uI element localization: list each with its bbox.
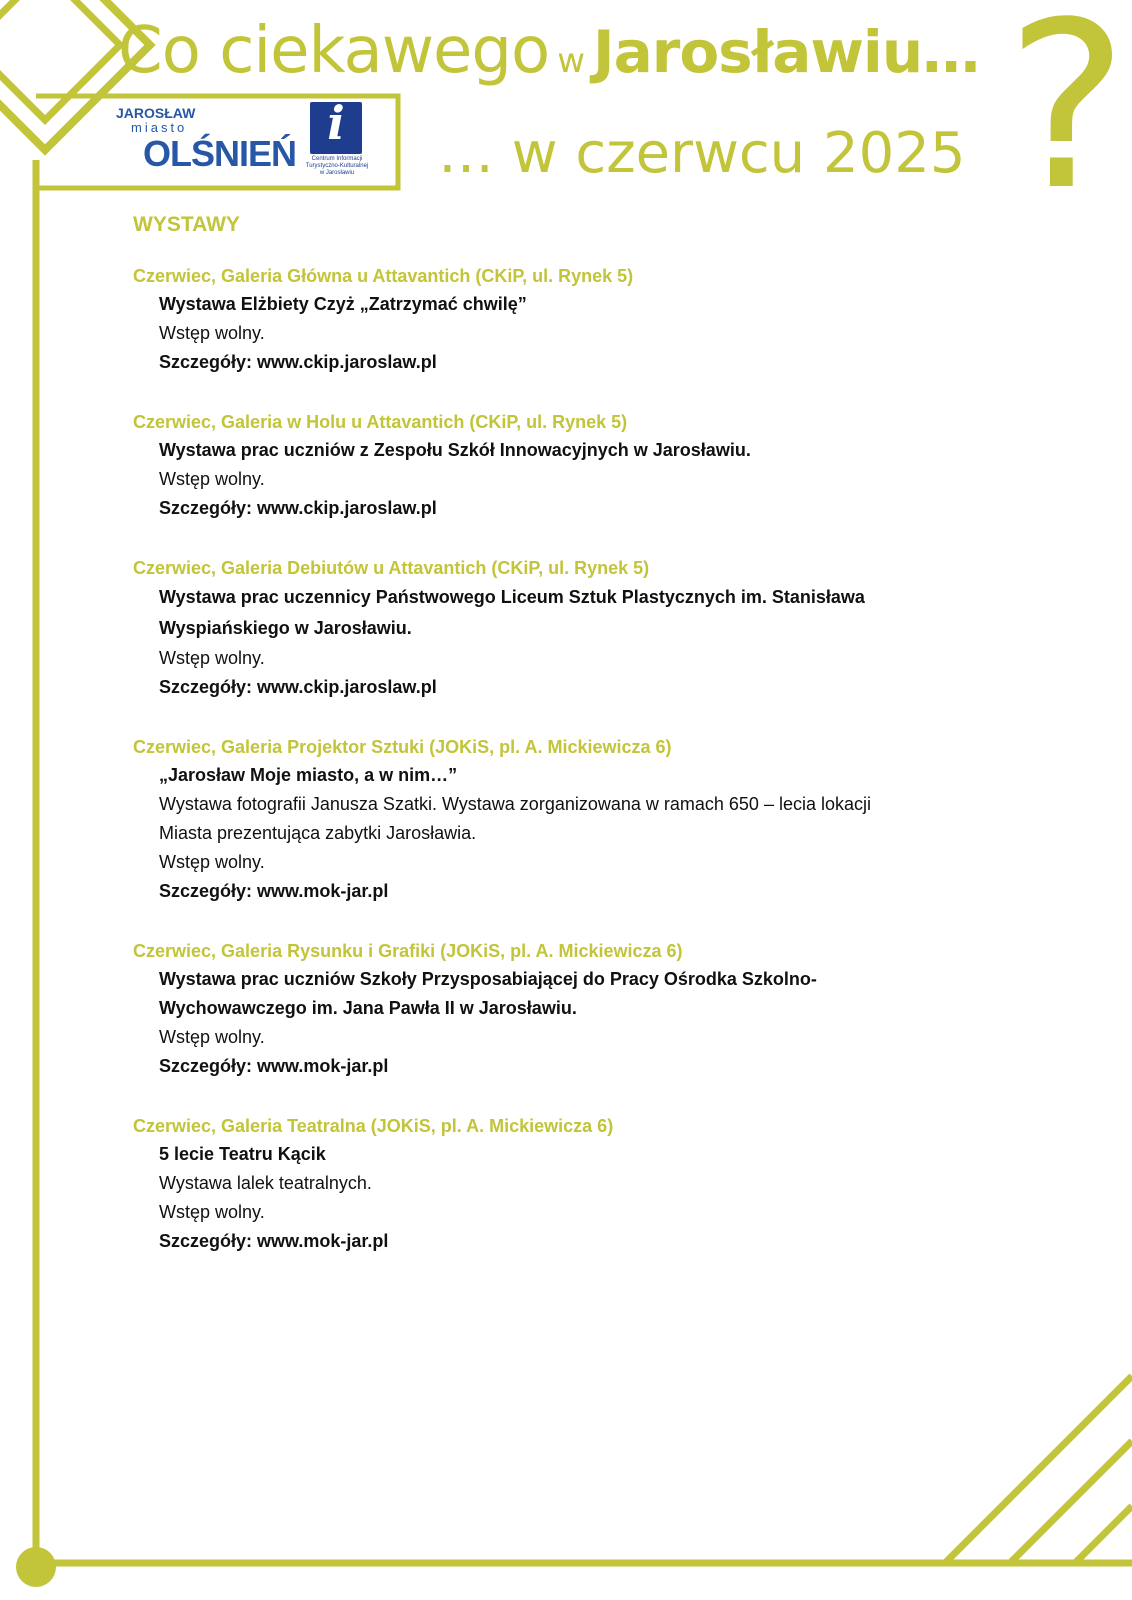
title-part-1: Co ciekawego [118, 14, 550, 88]
exhibition-entry [133, 408, 1033, 523]
entry-details-link[interactable]: Szczegóły: www.ckip.jaroslaw.pl [159, 352, 437, 372]
info-icon: i [327, 96, 345, 150]
exhibition-entry [133, 733, 1033, 906]
city-logo-line1: JAROSŁAW [116, 105, 196, 121]
decor-diagonal-3 [1075, 1506, 1132, 1563]
entry-line: Wystawa fotografii Janusza Szatki. Wystawa zorganizowana w ramach 650 – lecia lokacji [159, 794, 871, 814]
entry-line: Wystawa prac uczniów Szkoły Przysposabiającej do Pracy Ośrodka Szkolno- [159, 969, 817, 989]
question-mark-graphic: ? [1006, 0, 1129, 241]
exhibition-entry [133, 262, 1033, 377]
entry-heading: Czerwiec, Galeria Projektor Sztuki (JOKiS, pl. A. Mickiewicza 6) [133, 737, 672, 757]
entry-details-link[interactable]: Szczegóły: www.mok-jar.pl [159, 1056, 389, 1076]
entry-line: Wystawa Elżbiety Czyż „Zatrzymać chwilę” [159, 294, 527, 314]
entry-details-link[interactable]: Szczegóły: www.mok-jar.pl [159, 881, 389, 901]
info-center-logo [305, 96, 369, 176]
entry-body [133, 290, 1033, 377]
decor-diamond-inner [0, 0, 120, 120]
info-logo-caption: Centrum Informacji Turystyczno-Kulturalnej w Jarosławiu [305, 156, 369, 176]
entry-line: Wstęp wolny. [159, 323, 265, 343]
entry-heading: Czerwiec, Galeria Debiutów u Attavantich (CKiP, ul. Rynek 5) [133, 558, 650, 578]
entry-heading: Czerwiec, Galeria Teatralna (JOKiS, pl. A. Mickiewicza 6) [133, 1116, 614, 1136]
city-logo-line3: OLŚNIEŃ [143, 133, 297, 174]
entry-line: Wstęp wolny. [159, 469, 265, 489]
entry-line: Wstęp wolny. [159, 1202, 265, 1222]
entry-line: Wyspiańskiego w Jarosławiu. [159, 618, 412, 638]
entry-line: Wystawa prac uczniów z Zespołu Szkół Innowacyjnych w Jarosławiu. [159, 440, 751, 460]
page-subtitle: … w czerwcu 2025 [438, 121, 966, 186]
entry-line: Wstęp wolny. [159, 1027, 265, 1047]
city-logo [113, 105, 297, 177]
entry-details-link[interactable]: Szczegóły: www.ckip.jaroslaw.pl [159, 677, 437, 697]
section-heading: WYSTAWY [133, 213, 240, 236]
decor-diagonal-2 [1010, 1441, 1132, 1563]
entry-line: Wstęp wolny. [159, 648, 265, 668]
entry-details-link[interactable]: Szczegóły: www.ckip.jaroslaw.pl [159, 498, 437, 518]
entry-heading: Czerwiec, Galeria Rysunku i Grafiki (JOKiS, pl. A. Mickiewicza 6) [133, 941, 683, 961]
exhibition-entry [133, 1112, 1033, 1256]
entry-line: Wystawa lalek teatralnych. [159, 1173, 372, 1193]
title-part-2: w [557, 41, 585, 81]
entry-line: Wychowawczego im. Jana Pawła II w Jarosławiu. [159, 998, 577, 1018]
entry-line: Wstęp wolny. [159, 852, 265, 872]
entry-body [133, 436, 1033, 523]
entry-body [133, 965, 1033, 1081]
exhibition-entry [133, 554, 1033, 702]
title-part-3: Jarosławiu… [593, 18, 980, 86]
entry-details-link[interactable]: Szczegóły: www.mok-jar.pl [159, 1231, 389, 1251]
city-logo-line2: miasto [131, 120, 188, 135]
entry-heading: Czerwiec, Galeria w Holu u Attavantich (CKiP, ul. Rynek 5) [133, 412, 628, 432]
entry-line: „Jarosław Moje miasto, a w nim…” [159, 765, 458, 785]
entry-line: 5 lecie Teatru Kącik [159, 1144, 326, 1164]
entry-line: Miasta prezentująca zabytki Jarosławia. [159, 823, 477, 843]
exhibition-list [133, 262, 1033, 1287]
entry-body [133, 1140, 1033, 1256]
entry-heading: Czerwiec, Galeria Główna u Attavantich (CKiP, ul. Rynek 5) [133, 266, 634, 286]
decor-circle [16, 1547, 56, 1587]
page-title [118, 10, 979, 101]
entry-line: Wystawa prac uczennicy Państwowego Liceum Sztuk Plastycznych im. Stanisława [159, 587, 865, 607]
exhibition-entry [133, 937, 1033, 1081]
entry-body [133, 582, 1033, 702]
entry-body [133, 761, 1033, 906]
